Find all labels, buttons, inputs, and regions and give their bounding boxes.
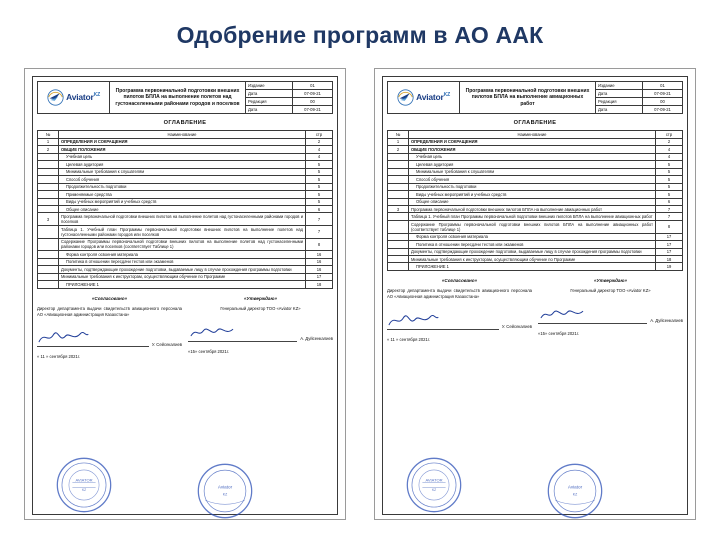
cell-page: 5 xyxy=(306,198,333,205)
cell-no: 3 xyxy=(388,205,409,212)
company-logo xyxy=(388,82,460,113)
cell-name: Способ обучения xyxy=(59,176,306,183)
cell-no: 1 xyxy=(38,138,59,145)
table-row xyxy=(388,241,683,248)
logo-text xyxy=(416,93,450,102)
cell-no xyxy=(388,153,409,160)
svg-text:KZ: KZ xyxy=(572,492,578,497)
cell-no xyxy=(38,168,59,175)
cell-name: Виды учебных мероприятий и учебных средств xyxy=(59,198,306,205)
table-row xyxy=(388,161,683,168)
signature-line-row xyxy=(387,316,532,330)
cell-name: Виды учебных мероприятий и учебных средств xyxy=(409,191,656,198)
cell-page: 5 xyxy=(656,161,683,168)
cell-name: Содержание Программы первоначальной подготовки внешних пилотов на выполнение полетов над густонаселенными районами городов или поселков (соответствует Таблице 1) xyxy=(59,238,306,251)
cell-page: 17 xyxy=(656,233,683,240)
table-row xyxy=(388,198,683,205)
meta-key: Издание xyxy=(596,82,643,89)
table-row xyxy=(38,153,333,160)
signature-date: «15» сентября 2021г. xyxy=(188,348,230,354)
cell-no xyxy=(388,220,409,233)
cell-name: Программа первоначальной подготовки внешних пилотов на выполнение полетов над густонаселенными районами городов и поселков xyxy=(59,213,306,226)
signature-line xyxy=(538,314,647,324)
meta-key: Издание xyxy=(246,82,293,89)
meta-row xyxy=(246,98,332,106)
cell-page: 18 xyxy=(306,281,333,288)
cell-name: Учебная цель xyxy=(409,153,656,160)
cell-name: Общее описание xyxy=(409,198,656,205)
meta-value: 01 xyxy=(660,83,665,88)
cell-name: Политика в отношении пересдачи тестов или экзаменов xyxy=(409,241,656,248)
cell-page: 2 xyxy=(656,138,683,145)
signature-body: Генеральный директор ТОО «Aviator KZ» xyxy=(570,288,651,294)
cell-no xyxy=(388,191,409,198)
official-stamp-icon xyxy=(196,462,254,520)
official-stamp-icon xyxy=(405,456,463,514)
cell-name: Применяемые средства xyxy=(59,191,306,198)
document-header xyxy=(387,81,683,114)
cell-page: 5 xyxy=(306,176,333,183)
cell-name: ОБЩИЕ ПОЛОЖЕНИЯ xyxy=(59,146,306,153)
meta-key: Дата xyxy=(246,106,293,113)
cell-page: 4 xyxy=(656,153,683,160)
cell-no xyxy=(38,191,59,198)
cell-name: Программа первоначальной подготовки внешних пилотов БПЛА на выполнение авиационных работ xyxy=(409,205,656,212)
cell-page: 5 xyxy=(306,183,333,190)
cell-page: 5 xyxy=(306,161,333,168)
signature-line-row xyxy=(538,310,683,324)
cell-page: 8 xyxy=(306,238,333,251)
document-header xyxy=(37,81,333,114)
table-row xyxy=(38,183,333,190)
signature-date: «15» сентября 2021г. xyxy=(538,330,580,336)
table-row xyxy=(38,258,333,265)
svg-text:Aviator: Aviator xyxy=(217,484,233,490)
meta-value: 07-09-21 xyxy=(654,91,671,96)
cell-no xyxy=(388,263,409,270)
cell-no xyxy=(38,266,59,273)
signature-name: У. Сейсекалиев xyxy=(151,341,182,347)
signature-heading: «Утверждаю» xyxy=(243,295,277,301)
document-right-page xyxy=(382,76,688,515)
column-header-page: стр xyxy=(656,131,683,139)
column-header-name: Наименование xyxy=(59,131,306,139)
cell-no: 2 xyxy=(388,146,409,153)
cell-no xyxy=(38,273,59,280)
signature-block-approver xyxy=(387,278,532,510)
table-row xyxy=(38,168,333,175)
signature-name: А. Дуйсенкалиев xyxy=(300,335,333,341)
cell-name: ОПРЕДЕЛЕНИЯ И СОКРАЩЕНИЯ xyxy=(59,138,306,145)
table-row xyxy=(388,233,683,240)
official-stamp-icon xyxy=(55,456,113,514)
cell-page: 5 xyxy=(656,191,683,198)
cell-page: 18 xyxy=(656,256,683,263)
aviator-bird-icon xyxy=(47,89,64,106)
signature-heading: «Согласовано» xyxy=(441,277,478,283)
aviator-bird-icon xyxy=(397,89,414,106)
signature-heading: «Утверждаю» xyxy=(593,277,627,283)
signature-body: Директор департамента выдачи свидетельств авиационного персонала АО «Авиационная администрация Казахстана» xyxy=(37,305,182,317)
cell-page: 19 xyxy=(656,263,683,270)
cell-no: 1 xyxy=(388,138,409,145)
documents-row xyxy=(24,68,696,520)
cell-name: ПРИЛОЖЕНИЕ 1 xyxy=(409,263,656,270)
cell-name: Продолжительность подготовки xyxy=(409,183,656,190)
cell-name: Таблица 1. Учебный план Программы первоначальной подготовки внешних пилотов на выполнение полетов над густонаселенными районами городов или поселков xyxy=(59,226,306,239)
meta-row xyxy=(596,90,682,98)
cell-name: Способ обучения xyxy=(409,176,656,183)
document-right[interactable] xyxy=(374,68,696,520)
svg-text:KZ: KZ xyxy=(431,487,437,492)
column-header-no: № xyxy=(388,131,409,139)
table-row xyxy=(388,220,683,233)
cell-no xyxy=(38,251,59,258)
document-left-page xyxy=(32,76,338,515)
svg-text:KZ: KZ xyxy=(81,487,87,492)
cell-no xyxy=(388,256,409,263)
svg-text:AVIATOR: AVIATOR xyxy=(425,477,443,483)
toc-title: ОГЛАВЛЕНИЕ xyxy=(163,120,207,126)
cell-no xyxy=(38,198,59,205)
cell-name: Таблица 1. Учебный план Программы первоначальной подготовки внешних пилотов БПЛА на выполнение авиационных работ xyxy=(409,213,656,220)
column-header-no: № xyxy=(38,131,59,139)
column-header-name: Наименование xyxy=(409,131,656,139)
cell-no xyxy=(388,248,409,255)
meta-value: 07-09-21 xyxy=(304,107,321,112)
signature-date: « 11 » сентября 2021г. xyxy=(387,336,431,342)
document-header-meta xyxy=(246,82,332,113)
cell-no xyxy=(38,226,59,239)
table-row xyxy=(388,205,683,212)
cell-no xyxy=(388,198,409,205)
cell-page: 8 xyxy=(656,220,683,233)
cell-name: ПРИЛОЖЕНИЕ 1 xyxy=(59,281,306,288)
cell-page: 16 xyxy=(306,258,333,265)
cell-no xyxy=(38,281,59,288)
cell-page: 2 xyxy=(306,138,333,145)
svg-text:Aviator: Aviator xyxy=(567,484,583,490)
meta-key: Дата xyxy=(596,90,643,97)
table-row xyxy=(38,205,333,212)
svg-text:AVIATOR: AVIATOR xyxy=(75,477,93,483)
table-header-row xyxy=(388,131,683,139)
cell-page: 5 xyxy=(656,183,683,190)
table-row xyxy=(388,138,683,145)
page-title: Одобрение программ в АО ААК xyxy=(176,22,544,48)
table-row xyxy=(388,146,683,153)
cell-page: 4 xyxy=(306,153,333,160)
cell-name: Форма контроля освоения материала xyxy=(59,251,306,258)
cell-no: 2 xyxy=(38,146,59,153)
cell-name: ОБЩИЕ ПОЛОЖЕНИЯ xyxy=(409,146,656,153)
svg-text:KZ: KZ xyxy=(222,492,228,497)
meta-value: 07-09-21 xyxy=(304,91,321,96)
table-row xyxy=(38,161,333,168)
cell-name: ОПРЕДЕЛЕНИЯ И СОКРАЩЕНИЯ xyxy=(409,138,656,145)
company-logo xyxy=(38,82,110,113)
document-header-meta xyxy=(596,82,682,113)
meta-key: Редакция xyxy=(596,98,643,105)
logo-word: Aviator xyxy=(66,92,94,103)
signature-line-row xyxy=(188,328,333,342)
meta-row xyxy=(596,82,682,90)
logo-word: Aviator xyxy=(416,92,444,103)
meta-key: Дата xyxy=(246,90,293,97)
official-stamp-icon xyxy=(546,462,604,520)
signature-block-director xyxy=(188,296,333,510)
table-header-row xyxy=(38,131,333,139)
table-row xyxy=(388,191,683,198)
toc-table xyxy=(387,130,683,271)
cell-page: 5 xyxy=(656,168,683,175)
column-header-page: стр xyxy=(306,131,333,139)
table-row xyxy=(38,238,333,251)
cell-no xyxy=(38,153,59,160)
table-row xyxy=(38,281,333,288)
meta-row xyxy=(246,82,332,90)
document-header-title: Программа первоначальной подготовки внешних пилотов БПЛА на выполнение авиационных работ xyxy=(460,82,596,113)
cell-page: 16 xyxy=(306,266,333,273)
signature-block-approver xyxy=(37,296,182,510)
table-row xyxy=(388,183,683,190)
table-row xyxy=(38,251,333,258)
table-row xyxy=(388,256,683,263)
cell-name: Документы, подтверждающие прохождение подготовки, выдаваемые лицу в случае прохождения программы подготовки xyxy=(409,248,656,255)
cell-page: 7 xyxy=(656,205,683,212)
signature-body: Директор департамента выдачи свидетельств авиационного персонала АО «Авиационная администрация Казахстана» xyxy=(387,288,532,299)
cell-name: Минимальные требования к слушателям xyxy=(409,168,656,175)
signature-area xyxy=(387,278,683,510)
cell-name: Форма контроля освоения материала xyxy=(409,233,656,240)
table-row xyxy=(388,213,683,220)
cell-page: 4 xyxy=(306,146,333,153)
meta-row xyxy=(596,98,682,106)
meta-key: Редакция xyxy=(246,98,293,105)
table-row xyxy=(38,273,333,280)
cell-name: Целевая аудитория xyxy=(409,161,656,168)
cell-no xyxy=(388,176,409,183)
meta-value: 01 xyxy=(310,83,315,88)
cell-page: 7 xyxy=(306,226,333,239)
meta-key: Дата xyxy=(596,106,643,113)
meta-value: 07-09-21 xyxy=(654,107,671,112)
cell-name: Учебная цель xyxy=(59,153,306,160)
cell-page: 17 xyxy=(656,248,683,255)
cell-name: Целевая аудитория xyxy=(59,161,306,168)
cell-name: Документы, подтверждающие прохождение подготовки, выдаваемые лицу в случае прохождения программы подготовки xyxy=(59,266,306,273)
table-row xyxy=(38,191,333,198)
cell-page: 6 xyxy=(656,198,683,205)
signature-date: « 11 » сентября 2021г. xyxy=(37,354,81,360)
cell-page: 6 xyxy=(306,205,333,212)
signature-area xyxy=(37,296,333,510)
cell-page: 7 xyxy=(656,213,683,220)
signature-name: А. Дуйсенкалиев xyxy=(650,318,683,324)
logo-suffix: KZ xyxy=(443,92,450,99)
cell-no xyxy=(38,258,59,265)
cell-no xyxy=(38,176,59,183)
cell-page: 16 xyxy=(306,251,333,258)
table-row xyxy=(38,176,333,183)
signature-line xyxy=(188,332,297,342)
cell-no: 3 xyxy=(38,213,59,226)
cell-no xyxy=(38,238,59,251)
toc-table xyxy=(37,130,333,289)
table-row xyxy=(388,263,683,270)
table-row xyxy=(38,266,333,273)
cell-no xyxy=(388,168,409,175)
logo-suffix: KZ xyxy=(93,92,100,99)
signature-name: У. Сейсекалиев xyxy=(501,323,532,329)
signature-line xyxy=(387,320,499,330)
meta-row xyxy=(596,106,682,113)
signature-body: Генеральный директор ТОО «Aviator KZ» xyxy=(220,305,301,311)
toc-title: ОГЛАВЛЕНИЕ xyxy=(513,120,557,126)
cell-no xyxy=(388,233,409,240)
cell-name: Минимальные требования к инструкторам, осуществляющим обучение по Программе xyxy=(409,256,656,263)
cell-no xyxy=(38,183,59,190)
table-row xyxy=(388,176,683,183)
cell-name: Содержание Программы первоначальной подготовки внешних пилотов БПЛА на выполнение авиационных работ (соответствует таблице 1) xyxy=(409,220,656,233)
meta-value: 00 xyxy=(660,99,665,104)
cell-name: Общее описание xyxy=(59,205,306,212)
meta-value: 00 xyxy=(310,99,315,104)
cell-no xyxy=(388,183,409,190)
table-row xyxy=(388,168,683,175)
table-row xyxy=(388,248,683,255)
logo-text xyxy=(66,93,100,102)
cell-name: Минимальные требования к инструкторам, осуществляющим обучение по Программе xyxy=(59,273,306,280)
cell-name: Продолжительность подготовки xyxy=(59,183,306,190)
cell-page: 4 xyxy=(656,146,683,153)
table-row xyxy=(38,198,333,205)
signature-block-director xyxy=(538,278,683,510)
signature-line-row xyxy=(37,333,182,347)
table-row xyxy=(38,138,333,145)
document-left[interactable] xyxy=(24,68,346,520)
cell-no xyxy=(388,241,409,248)
cell-page: 17 xyxy=(656,241,683,248)
signature-heading: «Согласовано» xyxy=(91,295,128,301)
cell-name: Политика в отношении пересдачи тестов или экзаменов xyxy=(59,258,306,265)
cell-no xyxy=(38,161,59,168)
document-header-title: Программа первоначальной подготовки внешних пилотов БПЛА на выполнение полетов над густонаселенными районами городов и поселков xyxy=(110,82,246,113)
table-row xyxy=(388,153,683,160)
table-row xyxy=(38,146,333,153)
table-row xyxy=(38,226,333,239)
meta-row xyxy=(246,90,332,98)
cell-no xyxy=(388,213,409,220)
meta-row xyxy=(246,106,332,113)
cell-no xyxy=(388,161,409,168)
cell-page: 7 xyxy=(306,213,333,226)
cell-page: 5 xyxy=(306,168,333,175)
table-row xyxy=(38,213,333,226)
cell-page: 5 xyxy=(306,191,333,198)
cell-name: Минимальные требования к слушателям xyxy=(59,168,306,175)
signature-line xyxy=(37,337,149,347)
cell-no xyxy=(38,205,59,212)
cell-page: 17 xyxy=(306,273,333,280)
cell-page: 5 xyxy=(656,176,683,183)
